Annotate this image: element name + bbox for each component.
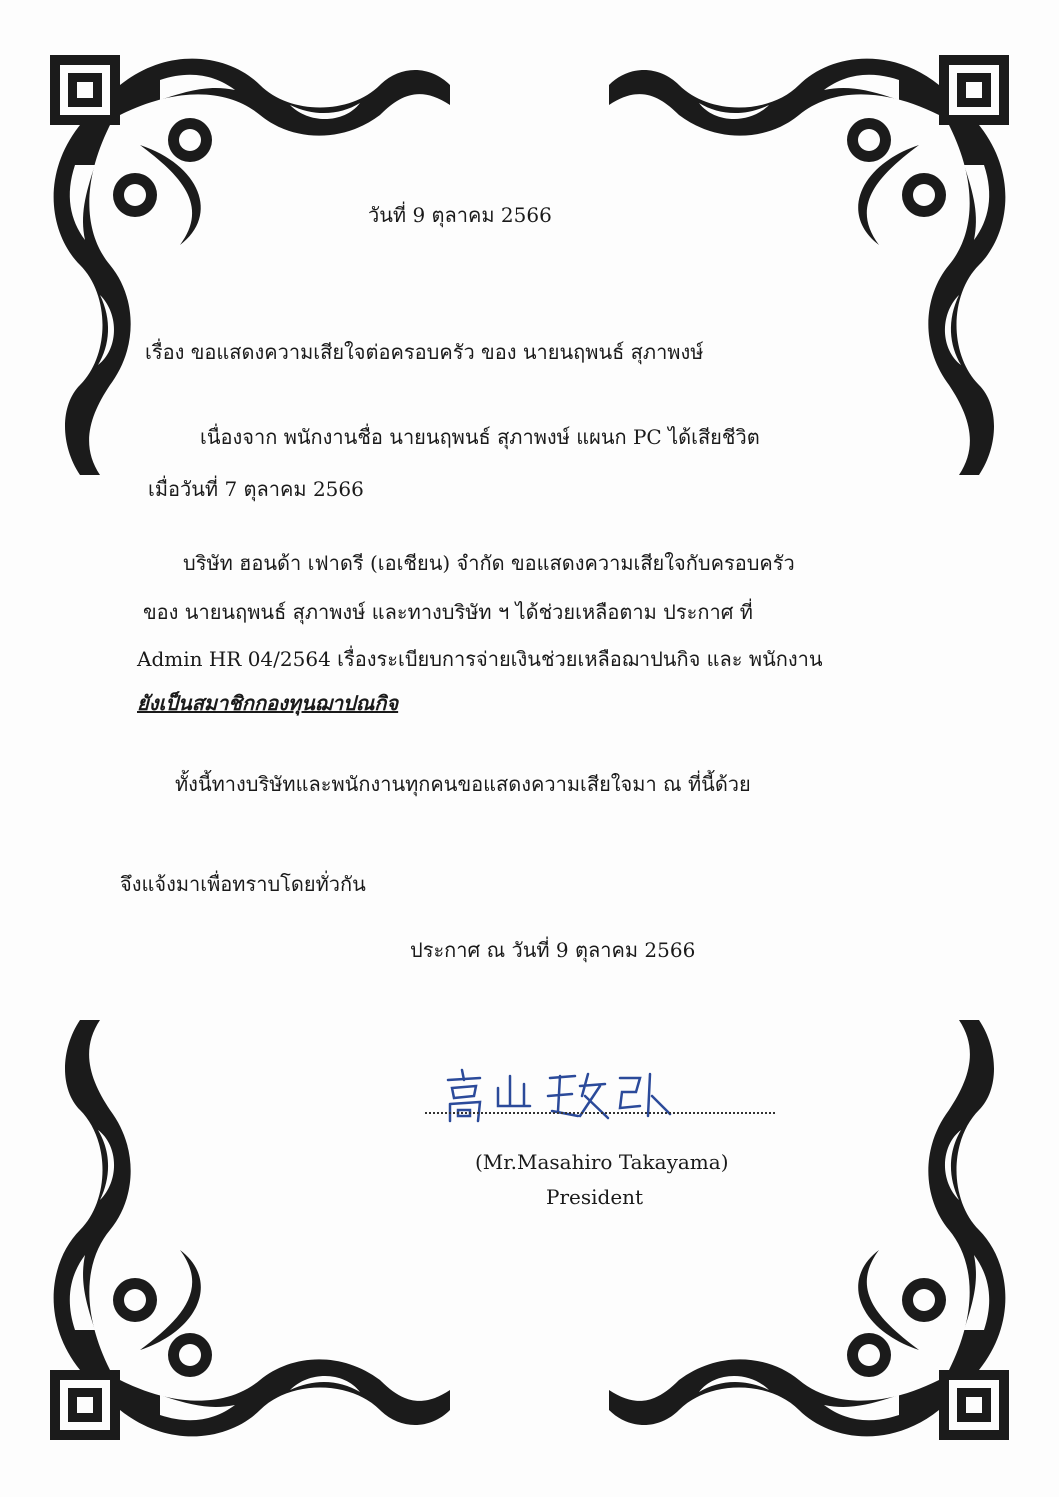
closing-line: จึงแจ้งมาเพื่อทราบโดยทั่วกัน [120, 872, 366, 896]
paragraph-1-line-2: เมื่อวันที่ 7 ตุลาคม 2566 [148, 477, 364, 501]
paragraph-3: ทั้งนี้ทางบริษัทและพนักงานทุกคนขอแสดงความเสียใจมา ณ ที่นี้ด้วย [175, 772, 751, 796]
signatory-title: President [546, 1185, 644, 1209]
thai-ornament-corner-bottom-right-icon [589, 960, 1019, 1450]
thai-ornament-corner-top-right-icon [589, 45, 1019, 535]
paragraph-2-line-4: ยังเป็นสมาชิกกองทุนฌาปณกิจ [137, 691, 399, 715]
paragraph-2-line-3: Admin HR 04/2564 เรื่องระเบียบการจ่ายเงินช่วยเหลือฌาปนกิจ และ พนักงาน [137, 647, 823, 671]
signatory-name: (Mr.Masahiro Takayama) [475, 1150, 729, 1174]
paragraph-2-line-1: บริษัท ฮอนด้า เฟาดรี (เอเชียน) จำกัด ขอแสดงความเสียใจกับครอบครัว [183, 551, 795, 575]
thai-ornament-corner-bottom-left-icon [40, 960, 470, 1450]
subject-line: เรื่อง ขอแสดงความเสียใจต่อครอบครัว ของ นายนฤพนธ์ สุภาพงษ์ [145, 340, 704, 364]
signature-dotted-line [425, 1112, 775, 1114]
paragraph-2-line-2: ของ นายนฤพนธ์ สุภาพงษ์ และทางบริษัท ฯ ได้ช่วยเหลือตาม ประกาศ ที่ [143, 600, 753, 624]
paragraph-1-line-1: เนื่องจาก พนักงานชื่อ นายนฤพนธ์ สุภาพงษ์ แผนก PC ได้เสียชีวิต [200, 425, 760, 449]
thai-ornament-corner-top-left-icon [40, 45, 470, 535]
date-line: วันที่ 9 ตุลาคม 2566 [368, 203, 552, 227]
handwritten-signature-icon [440, 1066, 680, 1126]
announcement-date: ประกาศ ณ วันที่ 9 ตุลาคม 2566 [410, 938, 696, 962]
